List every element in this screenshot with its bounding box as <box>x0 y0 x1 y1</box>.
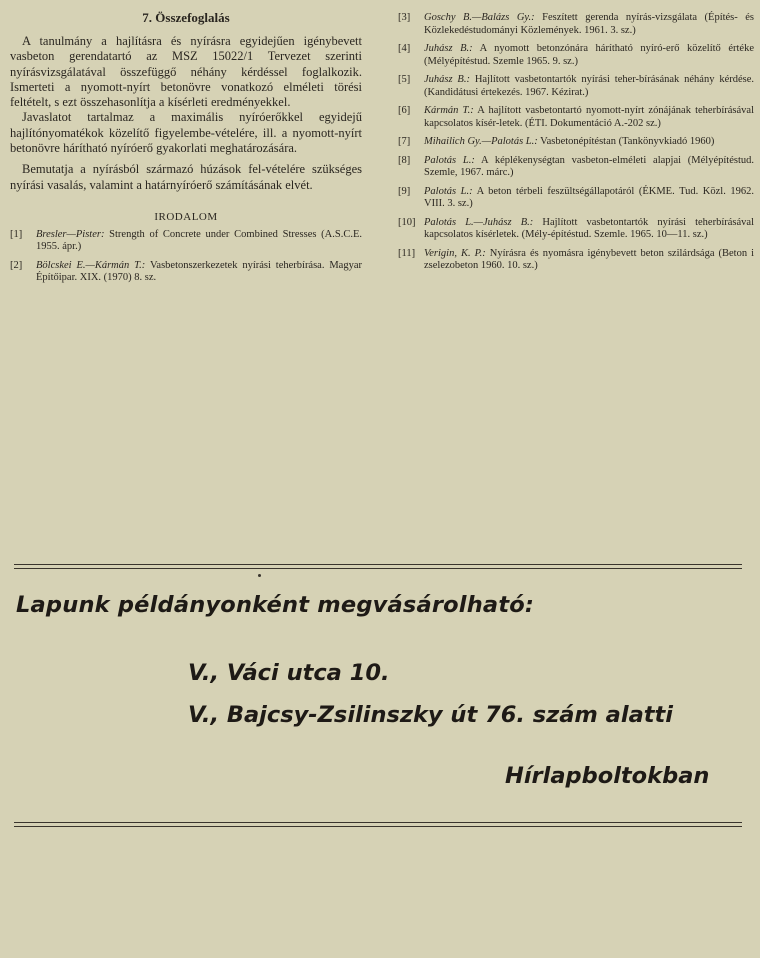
reference-item <box>398 217 754 242</box>
left-column <box>10 8 362 291</box>
reference-item <box>398 12 754 37</box>
reference-number: [4] <box>398 43 411 54</box>
reference-body: A beton térbeli feszültségállapotáról (ÉKME. Tud. Közl. 1962. VIII. 3. sz.) <box>424 185 755 209</box>
reference-text <box>36 260 362 285</box>
reference-author: Juhász B.: <box>424 74 470 85</box>
promo-headline: Lapunk példányonként megvásárolható: <box>16 592 535 618</box>
reference-item <box>398 186 754 211</box>
reference-number: [1] <box>10 228 23 240</box>
reference-author: Mihailich Gy.—Palotás L.: <box>424 136 538 147</box>
reference-body: Vasbetonépítéstan (Tankönyvkiadó 1960) <box>537 136 715 147</box>
reference-number: [3] <box>398 12 411 23</box>
reference-text <box>424 136 754 149</box>
reference-item <box>10 229 362 254</box>
reference-item <box>10 260 362 285</box>
promo-closing: Hírlapboltokban <box>505 763 710 789</box>
promo-address-1: V., Váci utca 10. <box>188 660 390 686</box>
summary-paragraph-3: Bemutatja a nyírásból származó húzások fel-vételére szükséges nyírási vasalás, valamint a határnyíróerő számításának elvét. <box>10 162 362 192</box>
reference-body: Nyírásra és nyomásra igénybevett beton szilárdsága (Beton i zselezobeton 1960. 10. sz.) <box>424 247 754 271</box>
reference-text <box>424 217 754 242</box>
reference-number: [5] <box>398 74 411 85</box>
reference-author: Palotás L.: <box>424 154 475 166</box>
reference-number: [10] <box>398 216 416 228</box>
reference-text <box>36 229 362 254</box>
reference-author: Goschy B.—Balázs Gy.: <box>424 12 535 23</box>
reference-author: Bölcskei E.—Kármán T.: <box>36 259 146 271</box>
reference-body: A nyomott betonzónára hárítható nyíró-erő közelítő értéke (Mélyépítéstud. Szemle 1965. 9. sz.) <box>424 43 754 67</box>
print-speck <box>258 574 261 577</box>
reference-number: [8] <box>398 154 411 166</box>
reference-body: Strength of Concrete under Combined Stresses (A.S.C.E. 1955. ápr.) <box>36 228 362 253</box>
reference-author: Palotás L.—Juhász B.: <box>424 216 534 228</box>
reference-number: [9] <box>398 185 411 197</box>
reference-author: Kármán T.: <box>424 105 474 116</box>
reference-text <box>424 43 754 68</box>
reference-body: Vasbetonszerkezetek nyírási teherbírása. Magyar Építőipar. XIX. (1970) 8. sz. <box>36 259 363 284</box>
reference-item <box>398 74 754 99</box>
reference-item <box>398 43 754 68</box>
top-divider-rule <box>14 564 742 569</box>
reference-text <box>424 248 754 273</box>
reference-body: A képlékenységtan vasbeton-elméleti alapjai (Mélyépítéstud. Szemle, 1967. márc.) <box>424 154 755 178</box>
right-column <box>398 12 754 279</box>
reference-item <box>398 155 754 180</box>
summary-paragraph-2: Javaslatot tartalmaz a maximális nyíróerőkkel egyidejű hajlítónyomatékok közelítő figyelembe-vételére, ill. a nyomott-nyírt betonövre hárítható nyíróerő gyakorlati meghatározására. <box>10 110 362 156</box>
reference-author: Verigin, K. P.: <box>424 247 486 259</box>
reference-body: Feszített gerenda nyírás-vizsgálata (Építés- és Közlekedéstudományi Közlemények. 1961. 3. sz.) <box>424 12 754 36</box>
reference-item <box>398 105 754 130</box>
reference-author: Palotás L.: <box>424 185 473 197</box>
reference-text <box>424 105 754 130</box>
reference-author: Juhász B.: <box>424 43 473 54</box>
reference-body: A hajlított vasbetontartó nyomott-nyírt zónájának teherbírásával kapcsolatos kísér-letek. (ÉTI. Dokumentáció A.-202 sz.) <box>424 105 754 129</box>
bottom-divider-rule <box>14 822 742 827</box>
reference-number: [11] <box>398 247 416 259</box>
reference-item <box>398 136 754 149</box>
reference-text <box>424 74 754 99</box>
reference-body: Hajlított vasbetontartók nyírási teher-bírásának néhány kérdése. (Kandidátusi értekezés. 1967. Kézirat.) <box>424 74 755 98</box>
promo-address-2: V., Bajcsy-Zsilinszky út 76. szám alatti <box>188 702 673 728</box>
references-heading: IRODALOM <box>154 210 218 223</box>
reference-number: [2] <box>10 259 23 271</box>
reference-number: [6] <box>398 105 411 116</box>
reference-text <box>424 12 754 37</box>
reference-item <box>398 248 754 273</box>
reference-body: Hajlított vasbetontartók nyírási teherbírásával kapcsolatos kísérletek. (Mély-építéstud. Szemle. 1965. 10—11. sz.) <box>424 216 754 240</box>
section-title: 7. Összefoglalás <box>142 10 230 25</box>
reference-text <box>424 186 754 211</box>
reference-number: [7] <box>398 136 411 147</box>
reference-author: Bresler—Pister: <box>36 228 105 240</box>
summary-paragraph-1: A tanulmány a hajlításra és nyírásra egyidejűen igénybevett vasbeton gerendatartó az MSZ 15022/1 Tervezet szerinti nyírásvizsgálatával összefüggő néhány kérdéssel foglalkozik. Ismerteti a nyomott-nyírt betonövre vonatkozó elméleti törési feltételt, s ezt összehasonlítja a kísérleti eredményekkel. <box>10 34 362 110</box>
reference-text <box>424 155 754 180</box>
